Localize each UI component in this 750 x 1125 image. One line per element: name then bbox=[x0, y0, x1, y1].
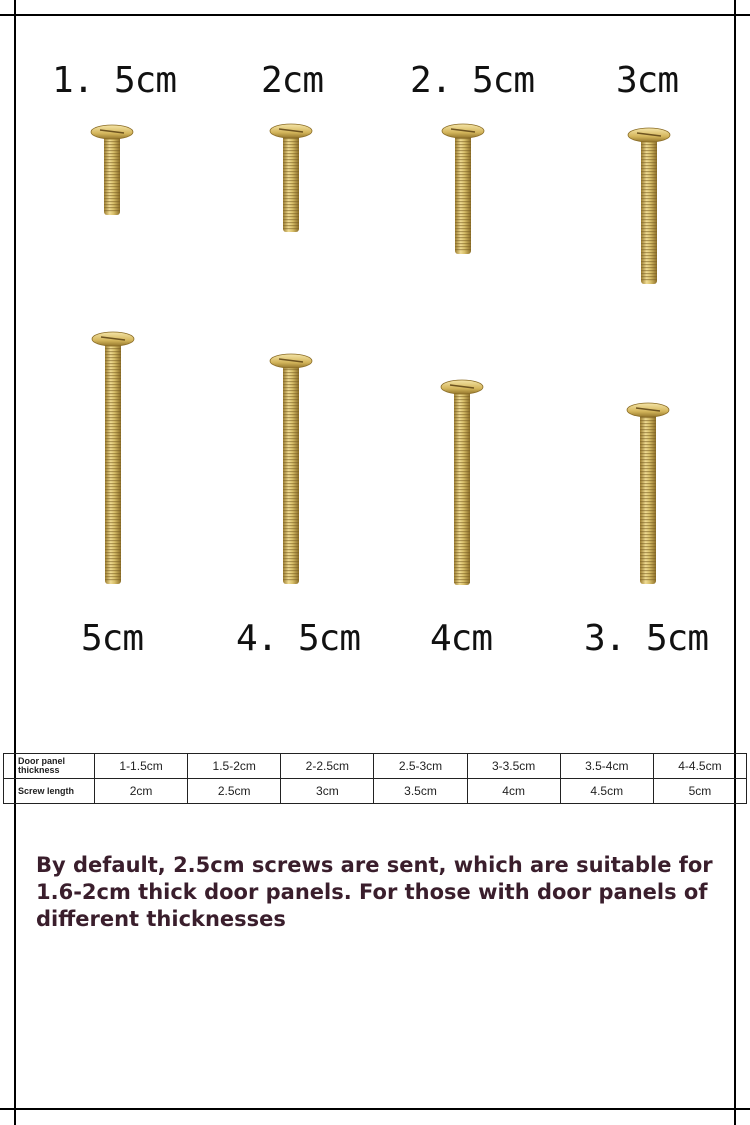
table-cell: 2cm bbox=[95, 779, 188, 804]
screw-4cm-icon bbox=[441, 380, 483, 585]
screw-label-bottom-4: 3. 5cm bbox=[583, 618, 709, 659]
screw-5cm-icon bbox=[92, 332, 134, 584]
table-cell: 1.5-2cm bbox=[188, 754, 281, 779]
screw-label-top-2: 2cm bbox=[260, 60, 324, 101]
table-cell: 2-2.5cm bbox=[281, 754, 374, 779]
table-row bbox=[4, 754, 747, 779]
screw-4-5cm-icon bbox=[270, 354, 312, 584]
screw-label-top-4: 3cm bbox=[615, 60, 679, 101]
table-cell: 1-1.5cm bbox=[95, 754, 188, 779]
table-cell: 4-4.5cm bbox=[653, 754, 746, 779]
screw-label-bottom-2: 4. 5cm bbox=[235, 618, 361, 659]
table-cell: 2.5-3cm bbox=[374, 754, 467, 779]
frame-bottom-line bbox=[0, 1108, 750, 1110]
screw-1-5cm-icon bbox=[91, 125, 133, 215]
default-note: By default, 2.5cm screws are sent, which are suitable for 1.6-2cm thick door panels. For those with door panels of different thicknesses bbox=[36, 853, 713, 931]
screw-2cm-icon bbox=[270, 124, 312, 232]
table-cell: 5cm bbox=[653, 779, 746, 804]
table-cell: 3cm bbox=[281, 779, 374, 804]
table-header-screw-length: Screw length bbox=[4, 779, 95, 804]
table-header-thickness: Door panel thickness bbox=[4, 754, 95, 779]
table-row bbox=[4, 779, 747, 804]
table-cell: 4cm bbox=[467, 779, 560, 804]
screw-3-5cm-icon bbox=[627, 403, 669, 584]
screw-label-top-1: 1. 5cm bbox=[51, 60, 177, 101]
table-cell: 2.5cm bbox=[188, 779, 281, 804]
spec-table bbox=[3, 753, 747, 804]
screw-2-5cm-icon bbox=[442, 124, 484, 254]
screw-label-bottom-1: 5cm bbox=[80, 618, 144, 659]
table-cell: 3.5-4cm bbox=[560, 754, 653, 779]
table-cell: 4.5cm bbox=[560, 779, 653, 804]
screw-3cm-icon bbox=[628, 128, 670, 284]
screw-label-top-3: 2. 5cm bbox=[409, 60, 535, 101]
screw-label-bottom-3: 4cm bbox=[429, 618, 493, 659]
table-cell: 3-3.5cm bbox=[467, 754, 560, 779]
table-cell: 3.5cm bbox=[374, 779, 467, 804]
